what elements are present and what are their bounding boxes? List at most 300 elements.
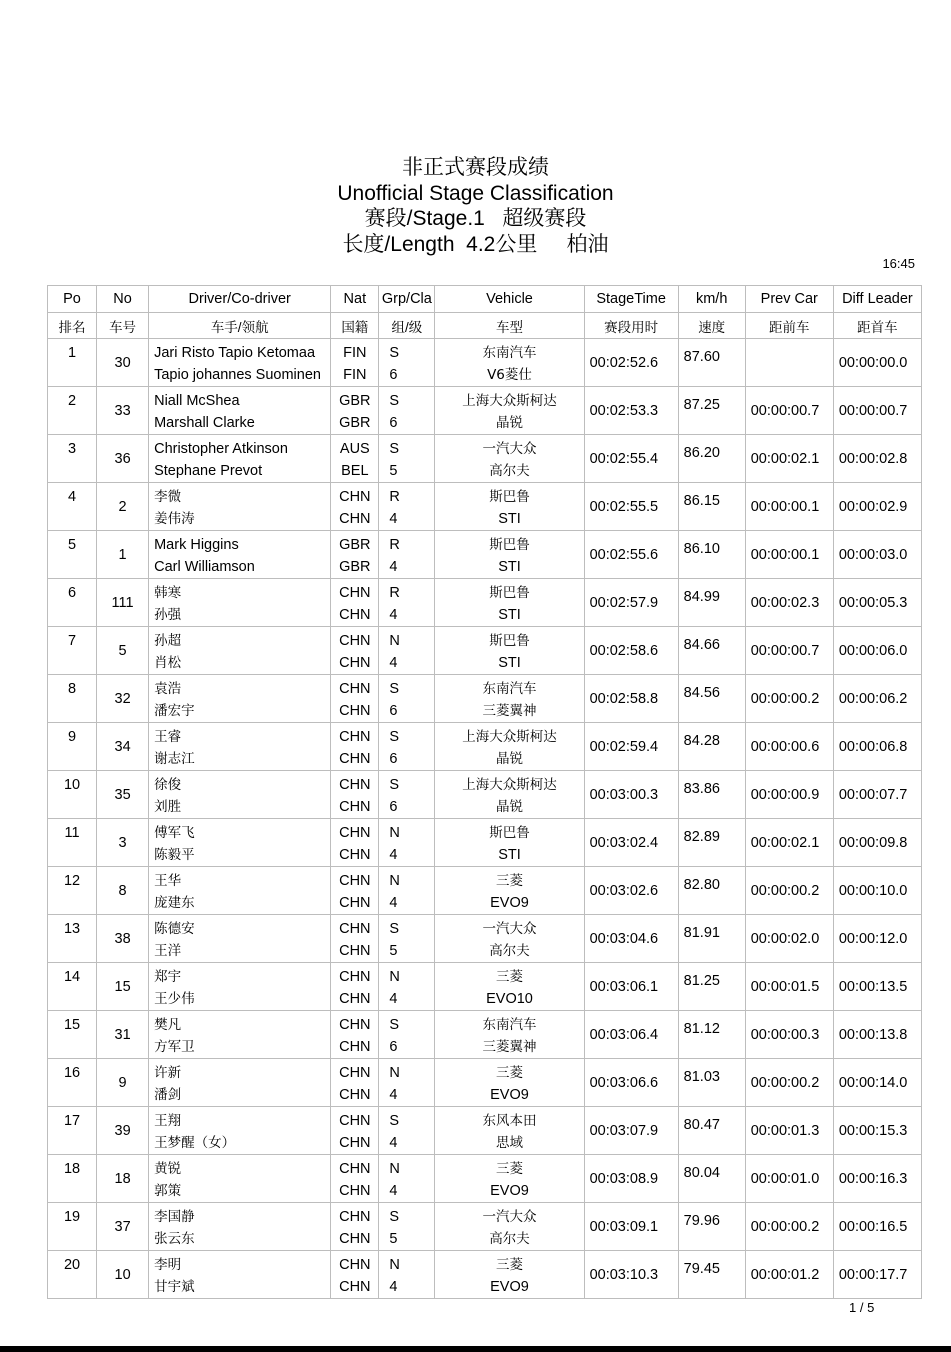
speed-cell <box>678 627 745 675</box>
speed-cell <box>678 1155 745 1203</box>
group-class: 4 <box>389 990 398 1007</box>
title-en: Unofficial Stage Classification <box>337 181 614 205</box>
stage-time: 00:02:55.5 <box>589 499 659 515</box>
driver-codriver: 陈德安 <box>154 921 195 937</box>
group-class: 4 <box>389 846 398 863</box>
prev-car-gap-cell <box>745 339 833 387</box>
speed-cell <box>678 579 745 627</box>
driver-codriver: 陈毅平 <box>154 846 195 863</box>
vehicle: 一汽大众 <box>482 921 537 937</box>
driver-codriver: 潘宏宇 <box>154 702 195 719</box>
prev-car-gap: 00:00:00.7 <box>750 643 820 659</box>
car-number: 38 <box>114 931 131 947</box>
position: 15 <box>63 1017 81 1033</box>
nationality: CHN <box>339 825 371 841</box>
group-class: N <box>389 969 400 985</box>
car-number-cell <box>97 531 149 579</box>
driver-codriver: 庞建东 <box>154 894 195 911</box>
driver-codriver: 李明 <box>154 1257 182 1273</box>
diff-leader-gap-cell <box>833 1011 921 1059</box>
speed-cell <box>678 1011 745 1059</box>
diff-leader-gap: 00:00:06.0 <box>838 643 908 659</box>
car-number-cell <box>97 867 149 915</box>
header-row-en <box>48 286 922 313</box>
vehicle: 思域 <box>495 1134 523 1151</box>
position-cell <box>48 723 97 771</box>
page-number: 1 / 5 <box>849 1300 875 1315</box>
vehicle: 东风本田 <box>482 1113 537 1129</box>
speed: 80.04 <box>683 1165 720 1181</box>
vehicle-cell <box>435 387 584 435</box>
nationality: CHN <box>339 654 371 671</box>
stage-time: 00:02:55.6 <box>589 547 659 563</box>
speed: 84.28 <box>683 733 720 749</box>
position-cell <box>48 483 97 531</box>
position: 6 <box>67 585 77 601</box>
nationality-cell <box>331 771 379 819</box>
group-class: 4 <box>389 510 398 527</box>
vehicle: 高尔夫 <box>489 1230 530 1247</box>
diff-leader-gap-cell <box>833 723 921 771</box>
stage-time: 00:03:08.9 <box>589 1171 659 1187</box>
nationality-cell <box>331 627 379 675</box>
vehicle-cell <box>435 1107 584 1155</box>
car-number-cell <box>97 963 149 1011</box>
car-number: 5 <box>118 643 127 659</box>
prev-car-gap: 00:00:00.1 <box>750 547 820 563</box>
table-row <box>48 963 922 1011</box>
position: 20 <box>63 1257 81 1273</box>
nationality: CHN <box>339 1113 371 1129</box>
table-row <box>48 915 922 963</box>
nationality: CHN <box>339 1017 371 1033</box>
group-class: 4 <box>389 1278 398 1295</box>
stage-time-cell <box>584 387 678 435</box>
car-number-cell <box>97 915 149 963</box>
vehicle: 三菱翼神 <box>482 1038 537 1055</box>
diff-leader-gap-cell <box>833 531 921 579</box>
driver-codriver: Carl Williamson <box>154 558 255 575</box>
col-grp-zh: 组/级 <box>379 313 435 339</box>
group-class: S <box>389 921 400 937</box>
prev-car-gap-cell <box>745 579 833 627</box>
speed: 84.56 <box>683 685 720 701</box>
driver-codriver: 韩寒 <box>154 585 182 601</box>
diff-leader-gap-cell <box>833 1251 921 1299</box>
driver-codriver: 王梦醒（女） <box>154 1134 236 1151</box>
driver-codriver: 许新 <box>154 1065 182 1081</box>
group-class: S <box>389 441 400 457</box>
speed: 84.99 <box>683 589 720 605</box>
group-class: 5 <box>389 942 398 959</box>
stage-time-cell <box>584 675 678 723</box>
col-kmh-zh: 速度 <box>678 313 745 339</box>
prev-car-gap: 00:00:00.7 <box>750 403 820 419</box>
vehicle: 三菱 <box>495 1257 523 1273</box>
nationality: CHN <box>339 846 371 863</box>
position: 8 <box>67 681 77 697</box>
prev-car-gap-cell <box>745 963 833 1011</box>
nationality-cell <box>331 723 379 771</box>
prev-car-gap-cell <box>745 1203 833 1251</box>
stage-time-cell <box>584 531 678 579</box>
prev-car-gap: 00:00:00.1 <box>750 499 820 515</box>
stage-time: 00:03:09.1 <box>589 1219 659 1235</box>
car-number-cell <box>97 483 149 531</box>
car-number: 32 <box>114 691 131 707</box>
prev-car-gap: 00:00:01.3 <box>750 1123 820 1139</box>
driver-codriver-cell <box>149 723 331 771</box>
position: 7 <box>67 633 77 649</box>
prev-car-gap-cell <box>745 1251 833 1299</box>
stage-time: 00:02:59.4 <box>589 739 659 755</box>
driver-codriver: 王华 <box>154 873 182 889</box>
table-row <box>48 531 922 579</box>
group-class-cell <box>379 963 435 1011</box>
nationality: CHN <box>339 633 371 649</box>
nationality: CHN <box>339 1278 371 1295</box>
speed-cell <box>678 435 745 483</box>
group-class: 4 <box>389 606 398 623</box>
document-header <box>0 155 951 257</box>
diff-leader-gap: 00:00:13.5 <box>838 979 908 995</box>
speed: 79.45 <box>683 1261 720 1277</box>
prev-car-gap: 00:00:02.1 <box>750 451 820 467</box>
nationality: CHN <box>339 894 371 911</box>
table-row <box>48 1107 922 1155</box>
speed: 80.47 <box>683 1117 720 1133</box>
nationality: CHN <box>339 969 371 985</box>
speed: 86.15 <box>683 493 720 509</box>
diff-leader-gap-cell <box>833 387 921 435</box>
prev-car-gap: 00:00:01.5 <box>750 979 820 995</box>
driver-codriver: 谢志江 <box>154 750 195 767</box>
stage-time-cell <box>584 1107 678 1155</box>
vehicle: V6菱仕 <box>487 366 532 383</box>
position-cell <box>48 963 97 1011</box>
table-row <box>48 627 922 675</box>
nationality: CHN <box>339 990 371 1007</box>
nationality: CHN <box>339 1182 371 1199</box>
driver-codriver: 傅军飞 <box>154 825 195 841</box>
vehicle-cell <box>435 579 584 627</box>
diff-leader-gap: 00:00:12.0 <box>838 931 908 947</box>
position-cell <box>48 627 97 675</box>
nationality: CHN <box>339 942 371 959</box>
speed: 81.91 <box>683 925 720 941</box>
prev-car-gap-cell <box>745 1107 833 1155</box>
group-class: N <box>389 1257 400 1273</box>
group-class: R <box>389 537 400 553</box>
driver-codriver: 孙强 <box>154 606 182 623</box>
col-stagetime-zh: 赛段用时 <box>584 313 678 339</box>
car-number: 39 <box>114 1123 131 1139</box>
stage-time: 00:02:52.6 <box>589 355 659 371</box>
speed-cell <box>678 963 745 1011</box>
position: 14 <box>63 969 81 985</box>
car-number: 33 <box>114 403 131 419</box>
speed: 86.10 <box>683 541 720 557</box>
car-number: 15 <box>114 979 131 995</box>
vehicle-cell <box>435 675 584 723</box>
position: 9 <box>67 729 77 745</box>
position: 19 <box>63 1209 81 1225</box>
speed-cell <box>678 1059 745 1107</box>
prev-car-gap: 00:00:00.2 <box>750 1219 820 1235</box>
speed: 81.03 <box>683 1069 720 1085</box>
diff-leader-gap: 00:00:02.8 <box>838 451 908 467</box>
stage-time-cell <box>584 1203 678 1251</box>
vehicle: 一汽大众 <box>482 441 537 457</box>
prev-car-gap-cell <box>745 483 833 531</box>
group-class-cell <box>379 771 435 819</box>
nationality: CHN <box>339 1038 371 1055</box>
car-number-cell <box>97 435 149 483</box>
driver-codriver: 王洋 <box>154 942 182 959</box>
nationality: CHN <box>339 510 371 527</box>
car-number: 30 <box>114 355 131 371</box>
vehicle: 三菱 <box>495 969 523 985</box>
prev-car-gap-cell <box>745 435 833 483</box>
stage-time-cell <box>584 1155 678 1203</box>
group-class: 6 <box>389 798 398 815</box>
car-number: 31 <box>114 1027 131 1043</box>
prev-car-gap-cell <box>745 675 833 723</box>
position-cell <box>48 1203 97 1251</box>
car-number-cell <box>97 339 149 387</box>
position: 16 <box>63 1065 81 1081</box>
vehicle-cell <box>435 531 584 579</box>
length-title: 长度/Length 4.2公里 柏油 <box>342 232 609 256</box>
diff-leader-gap: 00:00:00.7 <box>838 403 908 419</box>
diff-leader-gap-cell <box>833 771 921 819</box>
vehicle-cell <box>435 867 584 915</box>
driver-codriver-cell <box>149 1203 331 1251</box>
driver-codriver: 王少伟 <box>154 990 195 1007</box>
nationality: CHN <box>339 489 371 505</box>
position-cell <box>48 819 97 867</box>
diff-leader-gap-cell <box>833 579 921 627</box>
group-class: S <box>389 393 400 409</box>
car-number: 35 <box>114 787 131 803</box>
stage-time: 00:02:55.4 <box>589 451 659 467</box>
stage-time-cell <box>584 339 678 387</box>
position-cell <box>48 1011 97 1059</box>
nationality: GBR <box>339 537 371 553</box>
prev-car-gap: 00:00:02.0 <box>750 931 820 947</box>
position-cell <box>48 579 97 627</box>
nationality: CHN <box>339 681 371 697</box>
stage-time: 00:03:10.3 <box>589 1267 659 1283</box>
driver-codriver-cell <box>149 627 331 675</box>
prev-car-gap: 00:00:00.2 <box>750 1075 820 1091</box>
nationality-cell <box>331 1059 379 1107</box>
nationality-cell <box>331 1155 379 1203</box>
vehicle: STI <box>498 846 521 863</box>
vehicle: 上海大众斯柯达 <box>462 777 557 793</box>
nationality-cell <box>331 1107 379 1155</box>
vehicle: 三菱翼神 <box>482 702 537 719</box>
vehicle: STI <box>498 558 521 575</box>
driver-codriver: 袁浩 <box>154 681 182 697</box>
vehicle: 斯巴鲁 <box>489 825 530 841</box>
driver-codriver-cell <box>149 1059 331 1107</box>
diff-leader-gap-cell <box>833 867 921 915</box>
nationality: CHN <box>339 1161 371 1177</box>
results-table <box>47 285 922 1299</box>
driver-codriver: 李国静 <box>154 1209 195 1225</box>
nationality: CHN <box>339 798 371 815</box>
stage-time-cell <box>584 723 678 771</box>
stage-time-cell <box>584 963 678 1011</box>
vehicle: STI <box>498 654 521 671</box>
diff-leader-gap: 00:00:03.0 <box>838 547 908 563</box>
stage-time: 00:03:07.9 <box>589 1123 659 1139</box>
position-cell <box>48 1059 97 1107</box>
driver-codriver: 肖松 <box>154 654 182 671</box>
vehicle: 斯巴鲁 <box>489 537 530 553</box>
vehicle: 东南汽车 <box>482 345 537 361</box>
table-row <box>48 723 922 771</box>
nationality: CHN <box>339 1134 371 1151</box>
position: 18 <box>63 1161 81 1177</box>
table-row <box>48 771 922 819</box>
vehicle: 晶锐 <box>495 798 523 815</box>
group-class-cell <box>379 579 435 627</box>
vehicle: 晶锐 <box>495 414 523 431</box>
prev-car-gap-cell <box>745 915 833 963</box>
col-grp: Grp/Cla <box>379 286 435 313</box>
car-number: 18 <box>114 1171 131 1187</box>
car-number: 36 <box>114 451 131 467</box>
nationality: CHN <box>339 1209 371 1225</box>
nationality: CHN <box>339 1086 371 1103</box>
col-nat-zh: 国籍 <box>331 313 379 339</box>
car-number-cell <box>97 579 149 627</box>
vehicle: EVO9 <box>490 1278 529 1295</box>
diff-leader-gap: 00:00:16.5 <box>838 1219 908 1235</box>
driver-codriver: 甘宇斌 <box>154 1278 195 1295</box>
position-cell <box>48 387 97 435</box>
vehicle-cell <box>435 723 584 771</box>
prev-car-gap: 00:00:02.1 <box>750 835 820 851</box>
diff-leader-gap: 00:00:05.3 <box>838 595 908 611</box>
col-stagetime: StageTime <box>584 286 678 313</box>
nationality: BEL <box>341 462 369 479</box>
col-nat: Nat <box>331 286 379 313</box>
prev-car-gap-cell <box>745 723 833 771</box>
vehicle-cell <box>435 435 584 483</box>
vehicle-cell <box>435 819 584 867</box>
vehicle-cell <box>435 1059 584 1107</box>
nationality-cell <box>331 387 379 435</box>
prev-car-gap-cell <box>745 1011 833 1059</box>
col-no: No <box>97 286 149 313</box>
nationality: FIN <box>343 366 367 383</box>
stage-time: 00:02:58.8 <box>589 691 659 707</box>
speed: 87.25 <box>683 397 720 413</box>
stage-time-cell <box>584 1251 678 1299</box>
nationality-cell <box>331 339 379 387</box>
table-row <box>48 1011 922 1059</box>
nationality-cell <box>331 1203 379 1251</box>
speed: 83.86 <box>683 781 720 797</box>
stage-time: 00:03:06.1 <box>589 979 659 995</box>
diff-leader-gap: 00:00:00.0 <box>838 355 908 371</box>
nationality-cell <box>331 1011 379 1059</box>
group-class: R <box>389 489 400 505</box>
group-class-cell <box>379 1107 435 1155</box>
vehicle-cell <box>435 1155 584 1203</box>
table-row <box>48 435 922 483</box>
diff-leader-gap: 00:00:06.8 <box>838 739 908 755</box>
car-number-cell <box>97 1107 149 1155</box>
nationality: GBR <box>339 414 371 431</box>
nationality: CHN <box>339 606 371 623</box>
driver-codriver: Mark Higgins <box>154 537 239 553</box>
speed-cell <box>678 1203 745 1251</box>
prev-car-gap-cell <box>745 627 833 675</box>
speed: 81.12 <box>683 1021 720 1037</box>
car-number: 9 <box>118 1075 127 1091</box>
diff-leader-gap-cell <box>833 1059 921 1107</box>
driver-codriver-cell <box>149 771 331 819</box>
nationality: CHN <box>339 702 371 719</box>
group-class-cell <box>379 1011 435 1059</box>
group-class-cell <box>379 435 435 483</box>
driver-codriver-cell <box>149 1107 331 1155</box>
vehicle: STI <box>498 606 521 623</box>
driver-codriver-cell <box>149 867 331 915</box>
driver-codriver-cell <box>149 339 331 387</box>
vehicle: 高尔夫 <box>489 942 530 959</box>
position: 12 <box>63 873 81 889</box>
col-kmh: km/h <box>678 286 745 313</box>
speed-cell <box>678 531 745 579</box>
driver-codriver: 刘胜 <box>154 798 182 815</box>
group-class-cell <box>379 867 435 915</box>
group-class-cell <box>379 1251 435 1299</box>
speed-cell <box>678 483 745 531</box>
diff-leader-gap-cell <box>833 1203 921 1251</box>
driver-codriver-cell <box>149 435 331 483</box>
car-number-cell <box>97 771 149 819</box>
group-class: 4 <box>389 894 398 911</box>
nationality: GBR <box>339 393 371 409</box>
vehicle: EVO9 <box>490 894 529 911</box>
position-cell <box>48 1155 97 1203</box>
driver-codriver: Christopher Atkinson <box>154 441 288 457</box>
position-cell <box>48 867 97 915</box>
position: 13 <box>63 921 81 937</box>
nationality-cell <box>331 963 379 1011</box>
stage-time: 00:02:57.9 <box>589 595 659 611</box>
diff-leader-gap-cell <box>833 915 921 963</box>
nationality-cell <box>331 579 379 627</box>
nationality: FIN <box>343 345 367 361</box>
driver-codriver: 潘剑 <box>154 1086 182 1103</box>
group-class: S <box>389 1209 400 1225</box>
vehicle-cell <box>435 627 584 675</box>
stage-title: 赛段/Stage.1 超级赛段 <box>364 207 587 230</box>
car-number: 2 <box>118 499 127 515</box>
stage-time: 00:03:04.6 <box>589 931 659 947</box>
header-row-zh <box>48 313 922 339</box>
nationality: CHN <box>339 750 371 767</box>
nationality-cell <box>331 435 379 483</box>
vehicle: 东南汽车 <box>482 681 537 697</box>
position-cell <box>48 771 97 819</box>
